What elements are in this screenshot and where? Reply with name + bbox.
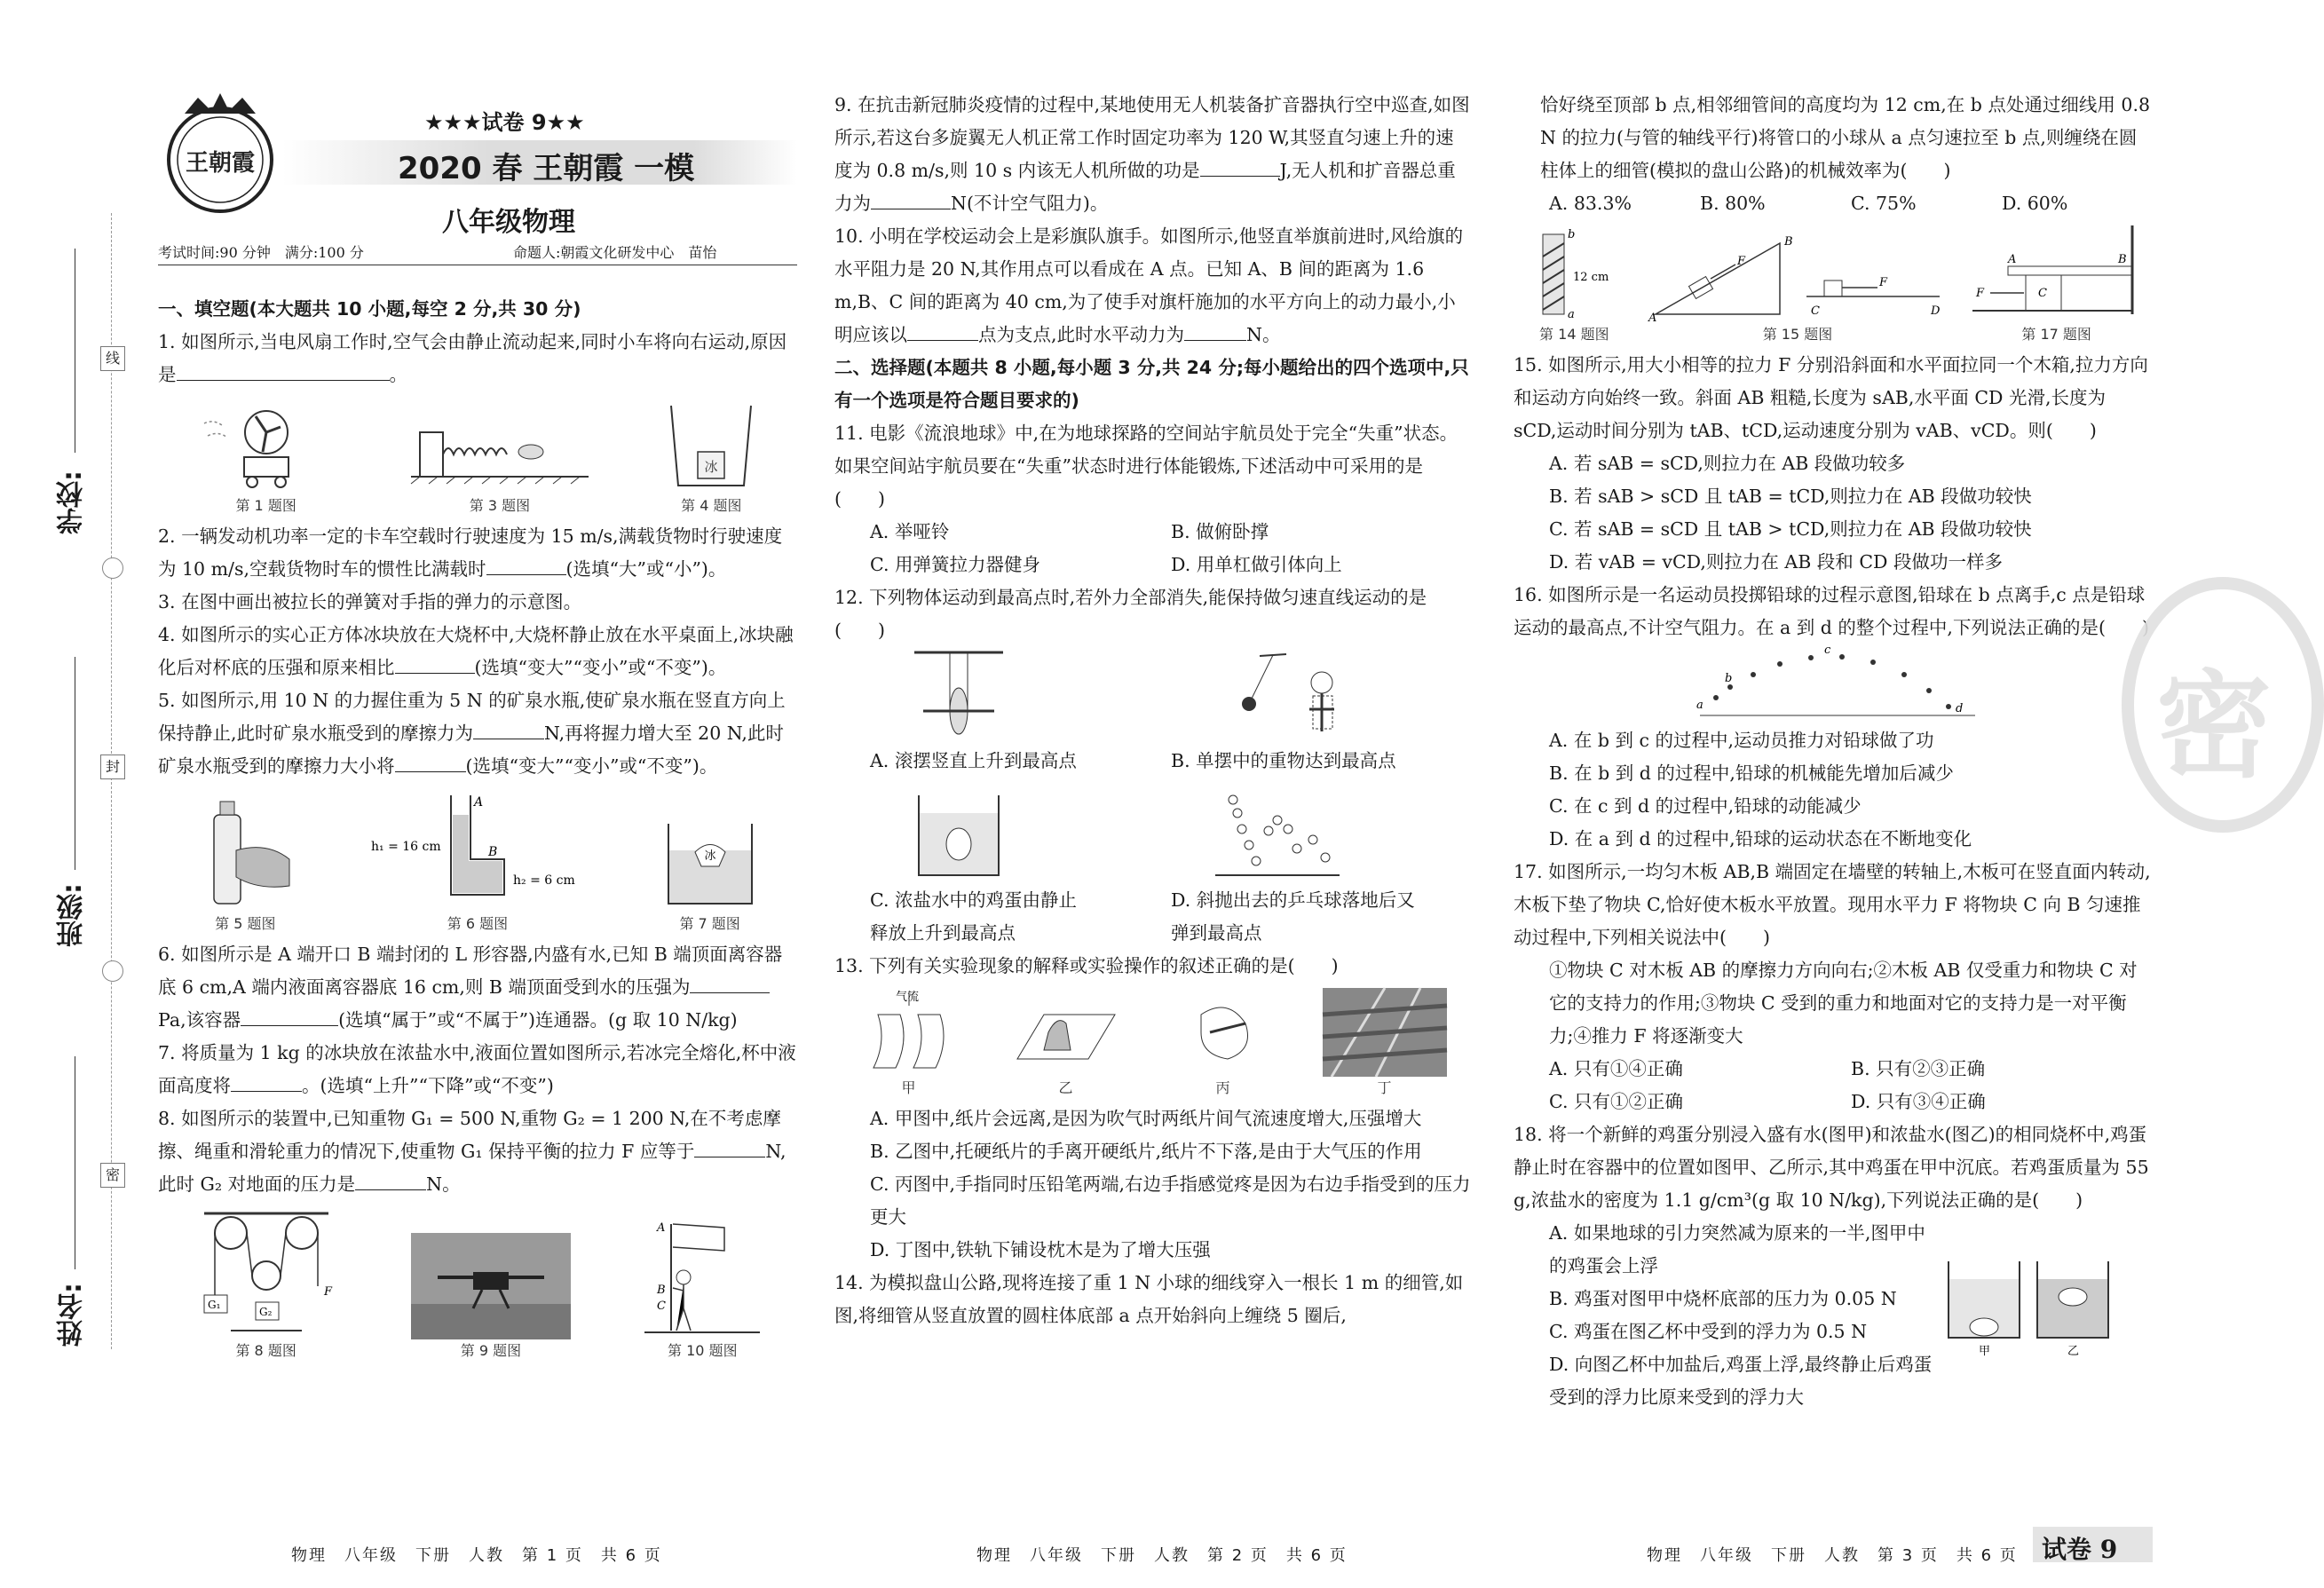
logo-text: 王朝霞 xyxy=(185,150,256,177)
question-11: 11. 电影《流浪地球》中,在为地球探路的空间站宇航员处于完全“失重”状态。如果空间站宇航员要在“失重”状态时进行体能锻炼,下述活动中可采用的是( ) xyxy=(834,423,1458,510)
fig14-a: a xyxy=(1568,308,1576,321)
fig16-a: a xyxy=(1696,699,1703,712)
fig6-h1: h₁ = 16 cm xyxy=(370,840,441,854)
figure-13 xyxy=(834,988,1472,1097)
q18-option-c[interactable]: C. 鸡蛋在图乙杯中受到的浮力为 0.5 N xyxy=(1549,1321,1868,1342)
question-6: 6. 如图所示是 A 端开口 B 端封闭的 L 形容器,内盛有水,已知 B 端顶面离容器底 6 cm,A 端内液面离容器底 16 cm,则 B 端顶面受到水的压强为Pa,该容器 (选填“属于”或“不属于”)连通器。(g 取 10 N/kg) xyxy=(158,944,783,1031)
caption-3: 第 3 题图 xyxy=(469,497,531,514)
q12-fig-c xyxy=(870,778,1171,950)
seal-watermark: 密 xyxy=(2122,577,2324,833)
page-3 xyxy=(1514,0,2153,1588)
footer-page-2: 物理 八年级 下册 人教 第 2 页 共 6 页 xyxy=(976,1546,1348,1565)
q12-option-c[interactable]: C. 浓盐水中的鸡蛋由静止释放上升到最高点 xyxy=(870,889,1077,944)
figure-16 xyxy=(1514,644,2153,724)
q15-options xyxy=(1514,447,2153,579)
q18-options xyxy=(1514,1217,1940,1414)
figure-10 xyxy=(644,1215,760,1360)
q16-option-b[interactable]: B. 在 b 到 d 的过程中,铅球的机械能先增加后减少 xyxy=(1549,762,1954,784)
question-5: 5. 如图所示,用 10 N 的力握住重为 5 N 的矿泉水瓶,使矿泉水瓶在竖直方向上保持静止,此时矿泉水瓶受到的摩擦力为 N,再将握力增大至 20 N,此时矿泉水瓶受到的摩擦力大小将 (选填“变大”“变小”或“不变”)。 xyxy=(158,690,786,777)
caption-5: 第 5 题图 xyxy=(215,915,276,932)
figure-17 xyxy=(1972,225,2141,344)
fig8-f: F xyxy=(323,1285,332,1299)
question-10: 10. 小明在学校运动会上是彩旗队旗手。如图所示,他竖直举旗前进时,风给旗的水平阻力是 20 N,其作用点可以看成在 A 点。已知 A、B 间的距离为 1.6 m,B、C 间的距离为 40 cm,为了使手对旗杆施加的水平方向上的动力最小,小明应该以 点为支点,此时水平动力为 N。 xyxy=(834,225,1464,345)
exam-title: 2020 春 王朝霞 一模 xyxy=(398,151,695,186)
fig15-f2: F xyxy=(1878,276,1888,289)
paper-tag: 试卷 9 xyxy=(2033,1527,2153,1562)
q16-options xyxy=(1514,724,2153,856)
q16-option-c[interactable]: C. 在 c 到 d 的过程中,铅球的动能减少 xyxy=(1549,795,1862,817)
binding-mark-secret: 密 xyxy=(100,1163,125,1188)
fig17-f: F xyxy=(1975,287,1984,300)
section-fill-in: 一、填空题(本大题共 10 小题,每空 2 分,共 30 分) xyxy=(158,298,581,320)
q18-option-d[interactable]: D. 向图乙杯中加盐后,鸡蛋上浮,最终静止后鸡蛋受到的浮力比原来受到的浮力大 xyxy=(1549,1354,1933,1408)
figures-14-15-17 xyxy=(1514,225,2153,344)
school-label: 学校: xyxy=(57,470,88,534)
q11-options xyxy=(834,516,1472,581)
header xyxy=(158,0,797,266)
q14-options xyxy=(1514,187,2153,220)
question-7: 7. 将质量为 1 kg 的冰块放在浓盐水中,液面位置如图所示,若冰完全熔化,杯中液面高度将 。(选填“上升”“下降”或“不变”) xyxy=(158,1042,796,1096)
q14-option-b[interactable]: B. 80% xyxy=(1700,193,1766,214)
figure-18 xyxy=(1940,1252,2117,1414)
q13-option-b[interactable]: B. 乙图中,托硬纸片的手离开硬纸片,纸片不下落,是由于大气压的作用 xyxy=(870,1141,1422,1162)
question-8: 8. 如图所示的装置中,已知重物 G₁ = 500 N,重物 G₂ = 1 200 N,在不考虑摩擦、绳重和滑轮重力的情况下,使重物 G₁ 保持平衡的拉力 F 应等于 N,此时 G₂ 对地面的压力是 N。 xyxy=(158,1108,787,1195)
q14-option-a[interactable]: A. 83.3% xyxy=(1549,193,1632,214)
q13-option-c[interactable]: C. 丙图中,手指同时压铅笔两端,右边手指感觉疼是因为右边手指受到的压力更大 xyxy=(870,1173,1471,1228)
q12-option-d[interactable]: D. 斜抛出去的乒乓球落地后又弹到最高点 xyxy=(1171,889,1415,944)
page-2 xyxy=(834,0,1472,1588)
question-17-statements: ①物块 C 对木板 AB 的摩擦力方向向右;②木板 AB 仅受重力和物块 C 对它的支持力的作用;③物块 C 受到的重力和地面对它的支持力是一对平衡力;④推力 F 将逐渐变大 xyxy=(1549,960,2138,1047)
q15-option-b[interactable]: B. 若 sAB > sCD 且 tAB = tCD,则拉力在 AB 段做功较快 xyxy=(1549,486,2032,507)
figure-9 xyxy=(411,1233,571,1360)
fig18-yi: 乙 xyxy=(2067,1345,2080,1358)
q13-options xyxy=(834,1102,1472,1267)
fig13-yi: 乙 xyxy=(1058,1079,1073,1096)
q17-option-c[interactable]: C. 只有①②正确 xyxy=(1549,1091,1683,1112)
caption-7: 第 7 题图 xyxy=(679,915,740,932)
q17-options xyxy=(1514,1053,2153,1118)
q17-option-a[interactable]: A. 只有①④正确 xyxy=(1549,1058,1683,1079)
q17-option-d[interactable]: D. 只有③④正确 xyxy=(1851,1091,1986,1112)
question-18: 18. 将一个新鲜的鸡蛋分别浸入盛有水(图甲)和浓盐水(图乙)的相同烧杯中,鸡蛋静止时在容器中的位置如图甲、乙所示,其中鸡蛋在甲中沉底。若鸡蛋质量为 55 g,浓盐水的密度为 1.1 g/cm³(g 取 10 N/kg),下列说法正确的是( ) xyxy=(1514,1124,2149,1211)
fig18-jia: 甲 xyxy=(1979,1345,1991,1358)
fig15-a: A xyxy=(1648,312,1657,325)
q14-option-c[interactable]: C. 75% xyxy=(1851,193,1917,214)
question-14: 14. 为模拟盘山公路,现将连接了重 1 N 小球的细线穿入一根长 1 m 的细管,如图,将细管从竖直放置的圆柱体底部 a 点开始斜向上缠绕 5 圈后, xyxy=(834,1272,1464,1326)
q16-option-a[interactable]: A. 在 b 到 c 的过程中,运动员推力对铅球做了功 xyxy=(1549,730,1934,751)
caption-9: 第 9 题图 xyxy=(460,1342,522,1359)
q12-options xyxy=(834,647,1472,950)
fig17-a: A xyxy=(2007,253,2017,266)
ice-label-fig4: 冰 xyxy=(704,459,718,475)
fig14-h: 12 cm xyxy=(1573,271,1609,284)
fig13-airflow: 气流 xyxy=(895,991,919,1004)
question-3: 3. 在图中画出被拉长的弹簧对手指的弹力的示意图。 xyxy=(158,591,582,612)
q15-option-d[interactable]: D. 若 vAB = vCD,则拉力在 AB 段和 CD 段做功一样多 xyxy=(1549,551,2003,573)
fig17-b: B xyxy=(2117,253,2127,266)
class-label: 班级: xyxy=(57,883,88,947)
q12-option-a[interactable]: A. 滚摆竖直上升到最高点 xyxy=(870,750,1077,771)
q17-option-b[interactable]: B. 只有②③正确 xyxy=(1851,1058,1986,1079)
q15-option-a[interactable]: A. 若 sAB = sCD,则拉力在 AB 段做功较多 xyxy=(1549,453,1906,474)
q15-option-c[interactable]: C. 若 sAB = sCD 且 tAB > tCD,则拉力在 AB 段做功较快 xyxy=(1549,518,2032,540)
question-13: 13. 下列有关实验现象的解释或实验操作的叙述正确的是( ) xyxy=(834,955,1339,976)
header-stars: ★★★试卷 9★★ xyxy=(424,110,585,135)
q14-option-d[interactable]: D. 60% xyxy=(2002,193,2068,214)
q11-option-d[interactable]: D. 用单杠做引体向上 xyxy=(1171,554,1342,575)
binding-margin xyxy=(0,0,151,1588)
question-4: 4. 如图所示的实心正方体冰块放在大烧杯中,大烧杯静止放在水平桌面上,冰块融化后对杯底的压强和原来相比 (选填“变大”“变小”或“不变”)。 xyxy=(158,624,794,678)
figure-5 xyxy=(196,788,294,933)
q12-fig-b xyxy=(1171,647,1472,778)
figure-8 xyxy=(195,1206,337,1360)
fig15-c: C xyxy=(1810,304,1820,318)
figure-7 xyxy=(661,815,759,933)
subject-title: 八年级物理 xyxy=(442,207,575,238)
figure-14 xyxy=(1525,225,1623,344)
question-9: 9. 在抗击新冠肺炎疫情的过程中,某地使用无人机装备扩音器执行空中巡查,如图所示,若这台多旋翼无人机正常工作时固定功率为 120 W,其竖直匀速上升的速度为 0.8 m/s,则 10 s 内该无人机所做的功是 J,无人机和扩音器总重力为 N(不计空气阻力)。 xyxy=(834,94,1470,214)
exam-info: 考试时间:90 分钟 满分:100 分 xyxy=(158,244,364,261)
question-2: 2. 一辆发动机功率一定的卡车空载时行驶速度为 15 m/s,满载货物时行驶速度为 10 m/s,空载货物时车的惯性比满载时 (选填“大”或“小”)。 xyxy=(158,525,783,580)
q12-fig-d xyxy=(1171,778,1472,950)
caption-17: 第 17 题图 xyxy=(2021,326,2091,343)
question-12: 12. 下列物体运动到最高点时,若外力全部消失,能保持做匀速直线运动的是( ) xyxy=(834,587,1427,641)
q18-option-b[interactable]: B. 鸡蛋对图甲中烧杯底部的压力为 0.05 N xyxy=(1549,1288,1897,1309)
figure-4 xyxy=(662,397,760,515)
fig8-g2: G₂ xyxy=(258,1306,273,1318)
q11-option-a[interactable]: A. 举哑铃 xyxy=(870,521,950,542)
footer-page-1: 物理 八年级 下册 人教 第 1 页 共 6 页 xyxy=(291,1546,662,1565)
fig16-d: d xyxy=(1956,702,1964,715)
fig14-b: b xyxy=(1568,228,1576,241)
caption-6: 第 6 题图 xyxy=(447,915,509,932)
binding-mark-seal: 封 xyxy=(100,754,125,779)
logo-badge xyxy=(158,89,282,222)
page-1 xyxy=(158,0,797,1588)
caption-10: 第 10 题图 xyxy=(668,1342,738,1359)
fig13-jia: 甲 xyxy=(901,1079,916,1096)
fig10-b: B xyxy=(657,1284,666,1297)
fig16-c: c xyxy=(1824,644,1831,657)
name-label: 姓名: xyxy=(57,1283,88,1347)
fig17-c: C xyxy=(2037,287,2047,300)
binding-mark-line: 线 xyxy=(100,346,125,371)
q13-option-d[interactable]: D. 丁图中,铁轨下铺设枕木是为了增大压强 xyxy=(870,1239,1211,1260)
fig15-b: B xyxy=(1783,235,1793,249)
caption-1: 第 1 题图 xyxy=(235,497,296,514)
caption-8: 第 8 题图 xyxy=(235,1342,296,1359)
ice-label-fig7: 冰 xyxy=(704,849,716,863)
fig15-d: D xyxy=(1930,304,1941,318)
fig6-label-a: A xyxy=(473,795,484,810)
fig10-c: C xyxy=(657,1300,667,1313)
q11-option-c[interactable]: C. 用弹簧拉力器健身 xyxy=(870,554,1040,575)
question-16: 16. 如图所示是一名运动员投掷铅球的过程示意图,铅球在 b 点离手,c 点是铅球运动的最高点,不计空气阻力。在 a 到 d 的整个过程中,下列说法正确的是( ) xyxy=(1514,584,2149,638)
question-17: 17. 如图所示,一均匀木板 AB,B 端固定在墙壁的转轴上,木板可在竖直面内转动,木板下垫了物块 C,恰好使木板水平放置。现用水平力 F 将物块 C 向 B 匀速推动过程中,下列相关说法中( ) xyxy=(1514,861,2151,948)
q16-option-d[interactable]: D. 在 a 到 d 的过程中,铅球的运动状态在不断地变化 xyxy=(1549,828,1972,849)
caption-4: 第 4 题图 xyxy=(681,497,742,514)
q11-option-b[interactable]: B. 做俯卧撑 xyxy=(1171,521,1269,542)
q12-fig-a xyxy=(870,647,1171,778)
fig15-f: F xyxy=(1736,255,1746,268)
section-choice: 二、选择题(本题共 8 小题,每小题 3 分,共 24 分;每小题给出的四个选项中,只有一个选项是符合题目要求的) xyxy=(834,357,1469,411)
q13-option-a[interactable]: A. 甲图中,纸片会远离,是因为吹气时两纸片间气流速度增大,压强增大 xyxy=(870,1108,1422,1129)
fig6-label-b: B xyxy=(487,845,498,859)
fig8-g1: G₁ xyxy=(207,1299,221,1311)
fig13-ding: 丁 xyxy=(1377,1079,1392,1096)
fig6-h2: h₂ = 6 cm xyxy=(512,873,575,888)
q12-option-b[interactable]: B. 单摆中的重物达到最高点 xyxy=(1171,750,1396,771)
figure-6 xyxy=(371,788,584,933)
question-14-continued: 恰好绕至顶部 b 点,相邻细管间的高度均为 12 cm,在 b 点处通过细线用 0.8 N 的拉力(与管的轴线平行)将管口的小球从 a 点匀速拉至 b 点,则缠绕在圆柱体上的细管(模拟的盘山公路)的机械效率为( ) xyxy=(1540,94,2150,181)
figure-1 xyxy=(195,406,337,515)
figure-15 xyxy=(1647,225,1949,344)
author-info: 命题人:朝霞文化研发中心 苗怡 xyxy=(513,244,717,261)
question-1: 1. 如图所示,当电风扇工作时,空气会由静止流动起来,同时小车将向右运动,原因是 。 xyxy=(158,331,787,385)
fig10-a: A xyxy=(657,1221,666,1235)
figure-3 xyxy=(411,406,589,515)
question-15: 15. 如图所示,用大小相等的拉力 F 分别沿斜面和水平面拉同一个木箱,拉力方向和运动方向始终一致。斜面 AB 粗糙,长度为 sAB,水平面 CD 光滑,长度为 sCD,运动时间分别为 tAB、tCD,运动速度分别为 vAB、vCD。则( ) xyxy=(1514,354,2148,441)
footer-page-3: 物理 八年级 下册 人教 第 3 页 共 6 页 xyxy=(1647,1546,2018,1565)
q18-option-a[interactable]: A. 如果地球的引力突然减为原来的一半,图甲中的鸡蛋会上浮 xyxy=(1549,1222,1925,1276)
fig13-bing: 丙 xyxy=(1215,1079,1230,1096)
caption-14: 第 14 题图 xyxy=(1539,326,1609,343)
caption-15: 第 15 题图 xyxy=(1762,326,1833,343)
fig16-b: b xyxy=(1725,672,1733,685)
